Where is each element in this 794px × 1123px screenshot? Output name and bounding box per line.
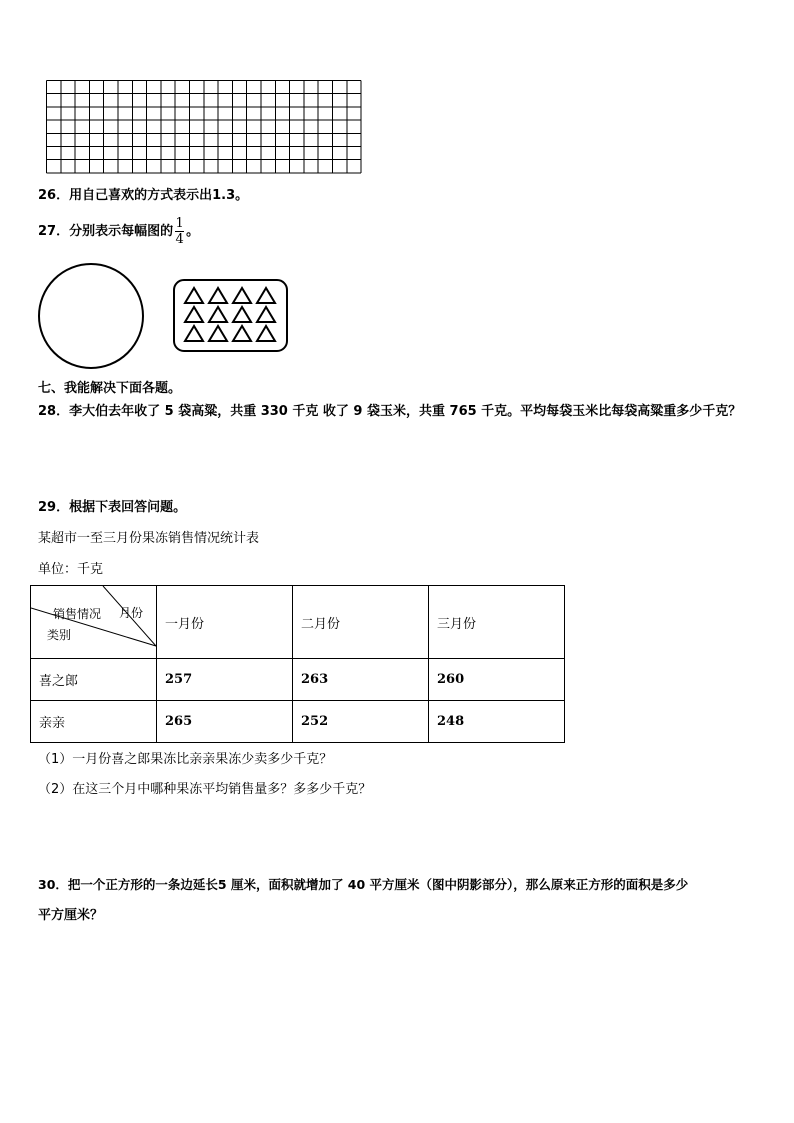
grid-figure xyxy=(46,80,366,175)
table-title: 某超市一至三月份果冻销售情况统计表 xyxy=(38,531,260,546)
diagonal-lines xyxy=(31,586,166,658)
table-cell: 248 xyxy=(429,701,565,743)
question-29: 29．根据下表回答问题。 xyxy=(38,500,187,515)
question-29-sub-2: （2）在这三个月中哪种果冻平均销售量多？多多少千克？ xyxy=(38,782,372,797)
sales-table xyxy=(30,585,565,743)
triangle-shape xyxy=(209,307,227,322)
question-27 xyxy=(38,214,199,250)
question-28: 28．李大伯去年收了 5 袋高粱，共重 330 千克 收了 9 袋玉米，共重 765 千克。平均每袋玉米比每袋高粱重多少千克？ xyxy=(38,404,742,419)
header-sales-label: 销售情况 xyxy=(53,607,102,621)
question-26: 26．用自己喜欢的方式表示出1.3。 xyxy=(38,188,249,203)
question-30-line-1: 30．把一个正方形的一条边延长5 厘米，面积就增加了 40 平方厘米（图中阴影部分），那么原来正方形的面积是多少 xyxy=(38,877,689,892)
triangle-shape xyxy=(257,307,275,322)
triangle-shape xyxy=(233,288,251,303)
table-unit: 单位：千克 xyxy=(38,562,104,577)
question-29-sub-1: （1）一月份喜之郎果冻比亲亲果冻少卖多少千克？ xyxy=(38,752,333,767)
triangle-shape xyxy=(185,307,203,322)
diagonal-header-cell xyxy=(31,586,157,659)
circle-figure xyxy=(36,262,148,374)
table-row xyxy=(31,701,565,743)
triangles-figure xyxy=(172,278,290,354)
table-cell: 257 xyxy=(157,659,293,701)
column-header-mar: 三月份 xyxy=(429,586,565,659)
triangle-shape xyxy=(233,307,251,322)
table-cell: 265 xyxy=(157,701,293,743)
section-7-title: 七、我能解决下面各题。 xyxy=(38,381,182,396)
table-cell: 252 xyxy=(293,701,429,743)
triangle-shape xyxy=(257,326,275,341)
triangle-shape xyxy=(233,326,251,341)
triangle-shape xyxy=(209,288,227,303)
header-month-label: 月份 xyxy=(119,606,144,620)
question-27-text: 27．分别表示每幅图的 xyxy=(38,224,174,239)
column-header-jan: 一月份 xyxy=(157,586,293,659)
fraction-denominator: 4 xyxy=(175,232,184,247)
question-30-line-2: 平方厘米？ xyxy=(38,908,104,923)
header-category-label: 类别 xyxy=(47,628,72,642)
table-cell: 263 xyxy=(293,659,429,701)
table-header-row xyxy=(31,586,565,659)
question-27-end: 。 xyxy=(186,224,200,239)
column-header-feb: 二月份 xyxy=(293,586,429,659)
triangle-shape xyxy=(257,288,275,303)
table-row xyxy=(31,659,565,701)
triangle-shape xyxy=(185,326,203,341)
row-label: 亲亲 xyxy=(31,701,157,743)
fraction-numerator: 1 xyxy=(175,216,184,231)
table-cell: 260 xyxy=(429,659,565,701)
row-label: 喜之郎 xyxy=(31,659,157,701)
triangle-shape xyxy=(209,326,227,341)
triangle-shape xyxy=(185,288,203,303)
fraction-one-quarter xyxy=(175,216,184,247)
